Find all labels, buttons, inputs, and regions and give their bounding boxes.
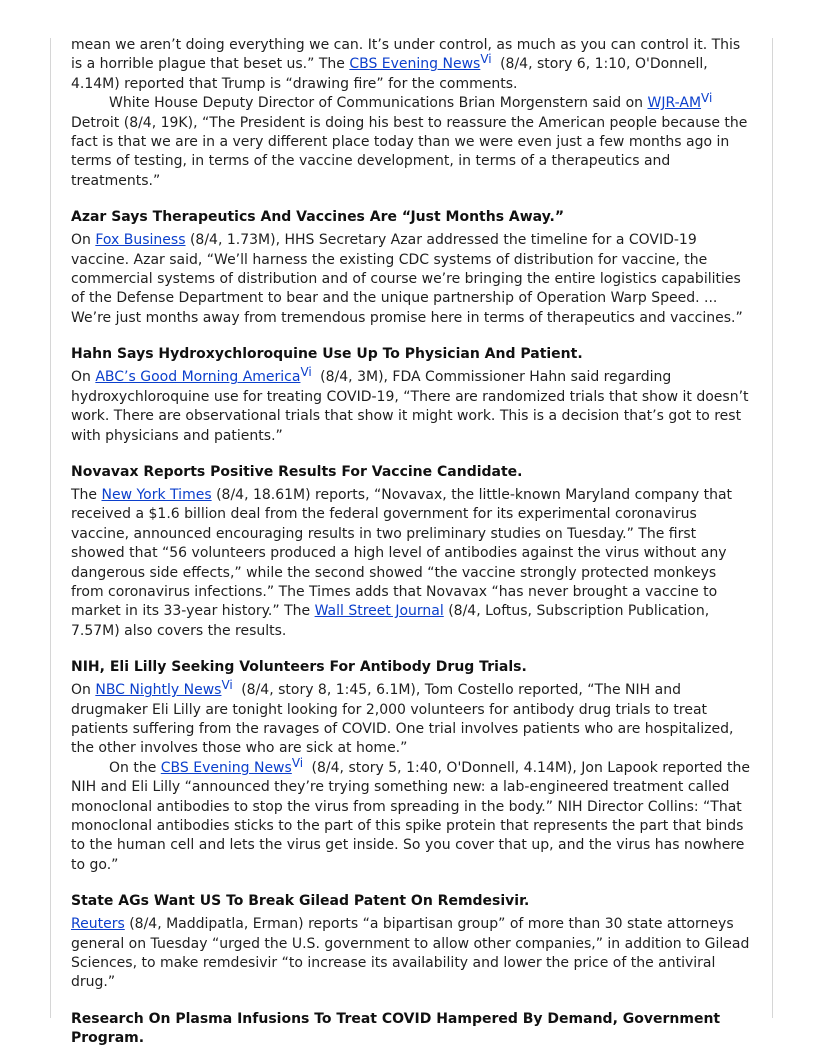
paragraph: On ABC’s Good Morning America$^{Vi}$ (8/4, 3M), FDA Commissioner Hahn said regarding hydroxychloroquine use for treating COVID-19, “There are randomized trials that show it doesn’t work. There are observational trials that show it might work. This is a decision that’s got to rest with physicians and patients.” xyxy=(71,365,749,444)
paragraph: On NBC Nightly News$^{Vi}$ (8/4, story 8, 1:45, 6.1M), Tom Costello reported, “The NIH and drugmaker Eli Lilly are tonight looking for 2,000 volunteers for antibody drug trials to treat patients suffering from the ravages of COVID. One trial involves patients who are hospitalized, the other involves those who are sick at home.” xyxy=(71,678,734,757)
article-headline: Azar Says Therapeutics And Vaccines Are “Just Months Away.” xyxy=(71,209,565,226)
video-icon[interactable]: Vi xyxy=(480,52,492,67)
article-headline: Research On Plasma Infusions To Treat COVID Hampered By Demand, Government Program. xyxy=(71,1010,721,1046)
article-headline: NIH, Eli Lilly Seeking Volunteers For Antibody Drug Trials. xyxy=(71,659,527,676)
right-margin-rule xyxy=(772,38,773,1018)
source-link-nbc-nightly-news[interactable]: NBC Nightly News xyxy=(95,682,222,699)
source-link-wjr-am[interactable]: WJR-AM xyxy=(647,95,702,112)
source-link-wall-street-journal[interactable]: Wall Street Journal xyxy=(314,603,444,620)
video-icon[interactable]: Vi xyxy=(300,365,312,380)
article-headline: State AGs Want US To Break Gilead Patent On Remdesivir. xyxy=(71,893,530,910)
paragraph: mean we aren’t doing everything we can. It’s under control, as much as you can control it. This is a horrible plague that beset us.” The CBS Evening News$^{Vi}$ (8/4, story 6, 1:10, O'Donnell, 4.14M) reported that Trump is “drawing fire” for the comments. xyxy=(71,37,741,92)
left-margin-rule xyxy=(50,38,51,1018)
source-link-cbs-evening-news[interactable]: CBS Evening News xyxy=(160,759,292,776)
article-headline: Hahn Says Hydroxychloroquine Use Up To Physician And Patient. xyxy=(71,346,583,363)
news-briefing-content xyxy=(71,36,751,1052)
video-icon[interactable]: Vi xyxy=(701,91,713,106)
source-link-cbs-evening-news[interactable]: CBS Evening News xyxy=(349,56,481,73)
source-link-new-york-times[interactable]: New York Times xyxy=(101,486,212,503)
video-icon[interactable]: Vi xyxy=(221,678,233,693)
paragraph: On the CBS Evening News$^{Vi}$ (8/4, story 5, 1:40, O'Donnell, 4.14M), Jon Lapook reported the NIH and Eli Lilly “announced they’re trying something new: a lab-engineered treatment called monoclonal antibodies to stop the virus from spreading in the body.” NIH Director Collins: “That monoclonal antibodies sticks to the part of this spike protein that represents the part that binds to the human cell and lets the virus get inside. So you cover that up, and the virus has nowhere to go.” xyxy=(71,755,750,873)
paragraph: On Fox Business (8/4, 1.73M), HHS Secretary Azar addressed the timeline for a COVID-19 vaccine. Azar said, “We’ll harness the existing CDC systems of distribution for vaccine, the commercial systems of distribution and of course we’re bringing the entire logistics capabilities of the Defense Department to bear and the unique partnership of Operation Warp Speed. ... We’re just months away from tremendous promise here in terms of therapeutics and vaccines.” xyxy=(71,232,743,326)
paragraph: White House Deputy Director of Communications Brian Morgenstern said on WJR-$AM^{Vi}$ Detroit (8/4, 19K), “The President is doing his best to reassure the American people because the fact is that we are in a very different place today than we were even just a few months ago in terms of testing, in terms of the vaccine development, in terms of a therapeutics and treatments.” xyxy=(71,91,748,189)
video-icon[interactable]: Vi xyxy=(291,755,304,770)
paragraph: Reuters (8/4, Maddipatla, Erman) reports “a bipartisan group” of more than 30 state attorneys general on Tuesday “urged the U.S. government to allow other companies,” in addition to Gilead Sciences, to make remdesivir “to increase its availability and lower the price of the antiviral drug.” xyxy=(71,916,750,991)
source-link-abc-good-morning-america[interactable]: ABC’s Good Morning America xyxy=(95,369,301,386)
paragraph: The New York Times (8/4, 18.61M) reports, “Novavax, the little-known Maryland company that received a $1.6 billion deal from the federal government for its experimental coronavirus vaccine, announced encouraging results in two preliminary studies on Tuesday.” The first showed that “56 volunteers produced a high level of antibodies against the virus without any dangerous side effects,” while the second showed “the vaccine strongly protected monkeys from coronavirus infections.” The Times adds that Novavax “has never brought a vaccine to market in its 33-year history.” The Wall Street Journal (8/4, Loftus, Subscription Publication, 7.57M) also covers the results. xyxy=(71,486,733,639)
source-link-reuters[interactable]: Reuters xyxy=(71,916,125,933)
source-link-fox-business[interactable]: Fox Business xyxy=(95,232,186,249)
article-headline: Novavax Reports Positive Results For Vaccine Candidate. xyxy=(71,463,523,480)
